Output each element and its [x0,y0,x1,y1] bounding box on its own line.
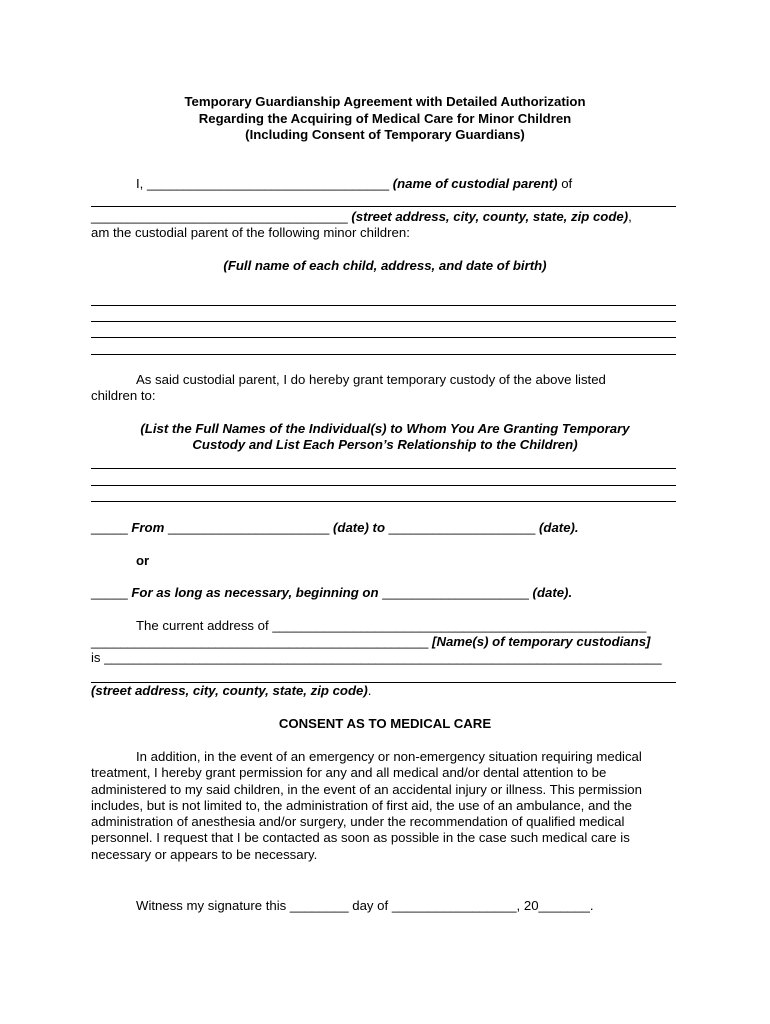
signature-end: . [589,898,594,913]
signature-month-blank[interactable]: _________________ [391,898,517,913]
custodians-rule-3[interactable] [91,501,676,502]
custodian-address-line-1 [136,618,646,634]
parent-name-label: (name of custodial parent) [389,176,558,191]
title-line-2: Regarding the Acquiring of Medical Care for Minor Children [198,111,572,126]
custodial-statement: am the custodial parent of the following minor children: [91,225,410,240]
parent-name-blank[interactable]: _________________________________ [147,176,390,191]
custodians-heading-1: (List the Full Names of the Individual(s) to Whom You Are Granting Temporary [140,421,630,436]
title-line-1: Temporary Guardianship Agreement with Detailed Authorization [184,94,586,109]
period-from-check[interactable]: _____ [91,520,128,535]
custodian-address-prefix: The current address of [136,618,273,633]
signature-line [136,898,594,914]
children-rule-3[interactable] [91,337,676,338]
consent-heading: CONSENT AS TO MEDICAL CARE [278,716,492,731]
custodians-rule-1[interactable] [91,468,676,469]
children-rule-1[interactable] [91,305,676,306]
parent-address-rule[interactable] [91,206,676,207]
signature-year-prefix: , 20 [516,898,539,913]
parent-address-line [91,209,632,225]
parent-name-line [136,176,572,192]
parent-address-suffix: , [628,209,632,224]
period-open-date-label: (date). [528,585,573,600]
period-to-date-blank[interactable]: ____________________ [388,520,536,535]
parent-prefix: I, [136,176,147,191]
period-or: or [136,553,150,568]
custodian-is-line [91,650,662,666]
custodian-address-blank-1[interactable]: ___________________________________________________ [272,618,647,633]
period-date-end-label: (date). [535,520,579,535]
signature-prefix: Witness my signature this [136,898,290,913]
children-heading: (Full name of each child, address, and date of birth) [223,258,547,273]
custodian-is-blank[interactable]: ____________________________________________________________________________ [104,650,662,665]
signature-day-blank[interactable]: ________ [289,898,349,913]
custodian-names-label: [Name(s) of temporary custodians] [428,634,651,649]
custodian-address-suffix: . [367,683,372,698]
custodians-heading-2: Custody and List Each Person’s Relationship to the Children) [192,437,578,452]
period-open-label: For as long as necessary, beginning on [127,585,383,600]
custodian-address-label-line [91,683,371,699]
period-from-label: From [127,520,168,535]
children-rule-2[interactable] [91,321,676,322]
children-rule-4[interactable] [91,354,676,355]
grant-line-2: children to: [91,388,156,403]
custodians-rule-2[interactable] [91,485,676,486]
consent-line-3: administered to my said children, in the event of an accidental injury or illness. This permission [91,781,642,797]
signature-year-blank[interactable]: _______ [538,898,590,913]
consent-line-2: treatment, I hereby grant permission for any and all medical and/or dental attention to be [91,765,607,781]
title-line-3: (Including Consent of Temporary Guardians) [245,127,525,142]
period-option-from [91,520,579,536]
grant-line-1: As said custodial parent, I do hereby grant temporary custody of the above listed [136,372,606,387]
consent-line-5: administration of anesthesia and/or surgery, under the recommendation of qualified medical [91,814,625,830]
period-from-date-blank[interactable]: ______________________ [167,520,330,535]
custodian-is-prefix: is [91,650,105,665]
parent-address-label: (street address, city, county, state, zip code) [347,209,629,224]
parent-address-blank[interactable]: ___________________________________ [91,209,348,224]
consent-paragraph [91,749,676,863]
consent-line-4: includes, but is not limited to, the administration of first aid, the use of an ambulance, and the [91,797,632,813]
consent-line-6: personnel. I request that I be contacted as soon as possible in the case such medical care is [91,830,630,846]
period-option-open [91,585,572,601]
custodian-names-line [91,634,650,650]
custodian-names-blank[interactable]: ______________________________________________ [91,634,429,649]
period-open-check[interactable]: _____ [91,585,128,600]
period-open-date-blank[interactable]: ____________________ [382,585,529,600]
consent-line-7: necessary or appears to be necessary. [91,846,318,862]
parent-of: of [557,176,573,191]
consent-line-1: In addition, in the event of an emergency or non-emergency situation requiring medical [136,749,642,764]
period-date-to-label: (date) to [329,520,389,535]
custodian-address-label: (street address, city, county, state, zip code) [91,683,368,698]
signature-day-of: day of [348,898,392,913]
